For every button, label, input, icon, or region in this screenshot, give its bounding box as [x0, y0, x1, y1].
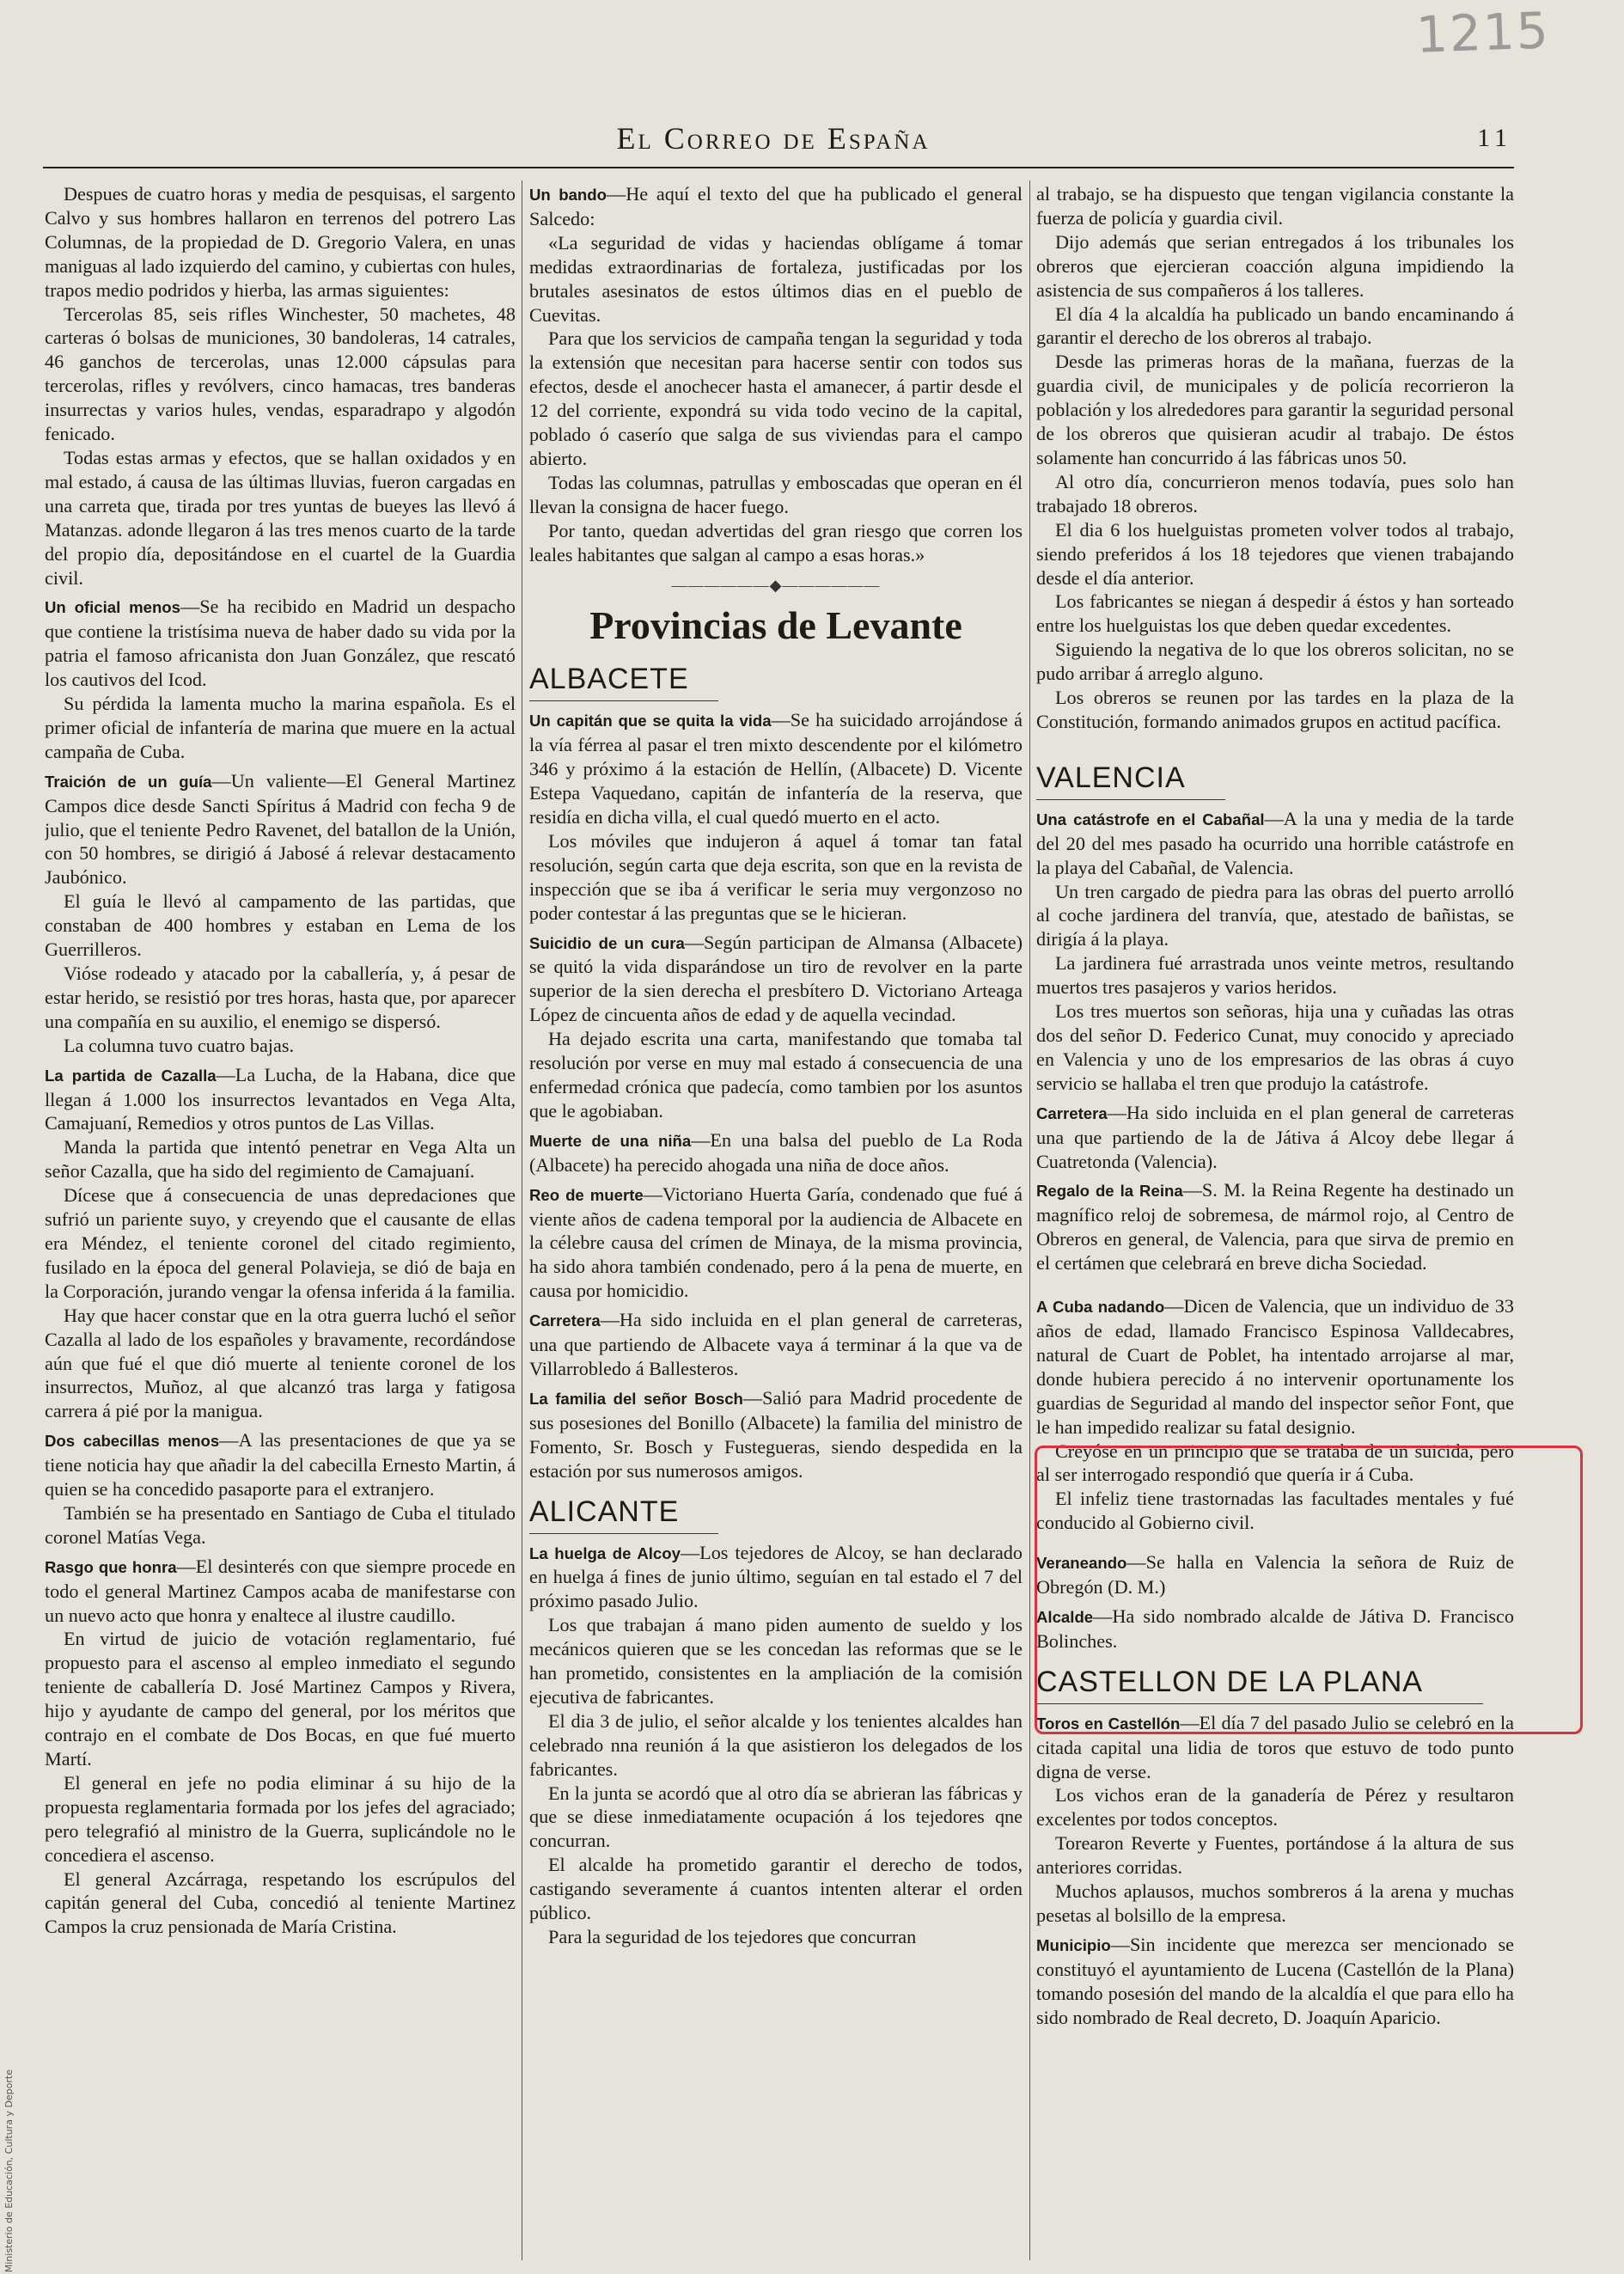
paragraph: Los que trabajan á mano piden aumento de sueldo y los mecánicos quieren que se les concedan las reformas que se le han prometido, consistentes en la ampliación de la comisión ejecutiva de fabricantes. [529, 1614, 1023, 1708]
news-item [529, 1386, 1023, 1483]
item-headline: Veraneando [1036, 1554, 1127, 1573]
item-text: —Se ha suicidado arrojándose á la vía férrea al pasar el tren mixto descendente por el kilómetro 346 y próximo á la estación de Hellín, (Albacete) D. Vicente Estepa Vaquedano, capitán de infantería de la reserva, que residía en dicha villa, el cual quedó muerto en el acto. [529, 709, 1023, 828]
item-text: —He aquí el texto del que ha publicado el general Salcedo: [529, 183, 1023, 229]
paragraph: Los fabricantes se niegan á despedir á éstos y han sorteado entre los huelguistas los que deben quedar excedentes. [1036, 590, 1514, 637]
newspaper-title: El Correo de España [616, 121, 931, 156]
item-headline: Carretera [1036, 1103, 1108, 1122]
news-item [1036, 1933, 1514, 2030]
item-headline: Regalo de la Reina [1036, 1182, 1183, 1201]
paragraph: Ha dejado escrita una carta, manifestando que tomaba tal resolución por verse en muy mal estado á consecuencia de una enfermedad crónica que padecía, como tambien por los asuntos que le agobiaban. [529, 1028, 1023, 1122]
paragraph: También se ha presentado en Santiago de Cuba el titulado coronel Matías Vega. [45, 1501, 516, 1548]
section-heading: Provincias de Levante [589, 603, 962, 648]
news-item [45, 595, 516, 692]
footer-credit: Ministerio de Educación, Cultura y Deporte [3, 2069, 15, 2272]
news-item [1036, 1711, 1514, 1784]
news-item [45, 1555, 516, 1628]
header-rule [43, 167, 1514, 168]
item-text: —En una balsa del pueblo de La Roda (Albacete) ha perecido ahogada una niña de doce años. [529, 1128, 1023, 1176]
province-heading: ALICANTE [529, 1494, 718, 1534]
item-headline: Una catástrofe en el Cabañal [1036, 810, 1265, 828]
item-text: —Se halla en Valencia la señora de Ruiz de Obregón (D. M.) [1036, 1551, 1514, 1599]
column-2 [529, 182, 1023, 2262]
paragraph: Los móviles que indujeron á aquel á tomar tan fatal resolución, según carta que deja escrita, son que en la revista de inspección que se iba á verificar le seria muy vergonzoso no poder contestar á las preguntas que se le hicieran. [529, 829, 1023, 924]
news-item [1036, 1550, 1514, 1599]
paragraph: Desde las primeras horas de la mañana, fuerzas de la guardia civil, de municipales y de policía recorrieron la población y los alrededores para garantir la seguridad personal de los obreros que quisieran acudir al trabajo. De éstos solamente han concurrido á las fábricas unos 50. [1036, 351, 1514, 468]
item-text: —Sin incidente que merezca ser mencionado se constituyó el ayuntamiento de Lucena (Castellón de la Plana) tomando posesión del mando de la alcaldía el que para ello ha sido nombrado de Real decreto, D. Joaquín Aparicio. [1036, 1933, 1514, 2028]
item-text: —Se ha recibido en Madrid un despacho que contiene la tristísima nueva de haber dado su vida por la patria el famoso africanista don Juan González, que rescató los cautivos del Icod. [45, 596, 516, 691]
paragraph: Manda la partida que intentó penetrar en Vega Alta un señor Cazalla, que ha sido del regimiento de Camajuaní. [45, 1136, 516, 1183]
item-text: —El desinterés con que siempre procede en todo el general Martinez Campos acaba de manifestarse con un nuevo acto que honra y enaltece al ilustre caudillo. [45, 1555, 516, 1626]
paragraph: Los tres muertos son señoras, hija una y cuñadas las otras dos del señor D. Federico Cunat, muy conocido y apreciado en Valencia y uno de los empresarios de las obras á cuyo servicio se hallaba el tren que produjo la catástrofe. [1036, 1000, 1514, 1094]
item-headline: Carretera [529, 1311, 601, 1330]
column-1 [45, 182, 516, 2262]
page-number: 11 [1477, 124, 1512, 152]
item-headline: Dos cabecillas menos [45, 1432, 220, 1451]
item-text: —A la una y media de la tarde del 20 del mes pasado ha ocurrido una horrible catástrofe en la playa del Cabañal, de Valencia. [1036, 807, 1514, 878]
paragraph: Despues de cuatro horas y media de pesquisas, el sargento Calvo y sus hombres hallaron en terrenos del potrero Las Columnas, de la propiedad de D. Gregorio Valera, en unas maniguas al lado izquierdo del camino, y cubiertas con hules, trapos medio podridos y hierba, las armas siguientes: [45, 183, 516, 301]
paragraph: Creyóse en un principio que se trataba de un suicida, pero al ser interrogado respondió que quería ir á Cuba. [1036, 1440, 1514, 1486]
paragraph: Dijo además que serian entregados á los tribunales los obreros que ejercieran coacción alguna impidiendo la asistencia de sus compañeros á los talleres. [1036, 230, 1514, 301]
item-headline: Un capitán que se quita la vida [529, 712, 772, 730]
paragraph: Tercerolas 85, seis rifles Winchester, 50 machetes, 48 carteras ó bolsas de municiones, 30 bandoleras, 14 catrales, 46 ganchos de tercerolas, unas 12.000 cápsulas para tercerolas, rifles y revólvers, cinco hamacas, tres banderas insurrectas y varios hules, vendas, esparadrapo y algodón fenicado. [45, 303, 516, 445]
item-headline: Reo de muerte [529, 1185, 644, 1204]
paragraph: El infeliz tiene trastornadas las facultades mentales y fué conducido al Gobierno civil. [1036, 1488, 1514, 1534]
news-item [45, 1063, 516, 1136]
item-text: —El día 7 del pasado Julio se celebró en la citada capital una lidia de toros que estuvo de todo punto digna de verse. [1036, 1711, 1514, 1782]
item-headline: Suicidio de un cura [529, 933, 685, 952]
paragraph: Su pérdida la lamenta mucho la marina española. Es el primer oficial de infantería de marina que muere en la actual campaña de Cuba. [45, 693, 516, 762]
paragraph: Muchos aplausos, muchos sombreros á la arena y muchas pesetas al bolsillo de la empresa. [1036, 1880, 1514, 1926]
news-item [529, 1541, 1023, 1614]
item-text: —Victoriano Huerta Garía, condenado que fué á viente años de cadena temporal por la audiencia de Albacete en la célebre causa del crímen de Minaya, de la misma provincia, ha sido ahora también condenado, pero á la pena de muerte, en causa por homicidio. [529, 1183, 1023, 1302]
news-item [1036, 1605, 1514, 1654]
item-headline: A Cuba nadando [1036, 1298, 1165, 1317]
paragraph: En virtud de juicio de votación reglamentario, fué propuesto para el ascenso al empleo inmediato el segundo teniente de caballería D. José Martinez Campos y Rivera, hijo y ayudante de campo del general, por los méritos que contrajo en el combate de Dos Bocas, en que fué muerto Martí. [45, 1628, 516, 1770]
province-heading: VALENCIA [1036, 760, 1225, 800]
news-item [529, 931, 1023, 1028]
paragraph: Al otro día, concurrieron menos todavía, pues solo han trabajado 18 obreros. [1036, 470, 1514, 517]
paragraph: El día 4 la alcaldía ha publicado un bando encaminando á garantir el derecho de los obreros al trabajo. [1036, 303, 1514, 349]
item-text: —La Lucha, de la Habana, dice que llegan á 1.000 los insurrectos levantados en Vega Alta, Camajuaní, Remedios y otros puntos de Las Villas. [45, 1063, 516, 1134]
paragraph: En la junta se acordó que al otro día se abrieran las fábricas y que se diese inmediatamente ocupación á los tejedores qne concurran. [529, 1782, 1023, 1852]
item-text: —Ha sido nombrado alcalde de Játiva D. Francisco Bolinches. [1036, 1605, 1514, 1652]
item-headline: Toros en Castellón [1036, 1714, 1181, 1733]
item-headline: Traición de un guía [45, 772, 212, 791]
item-text: —Salió para Madrid procedente de sus posesiones del Bonillo (Albacete) la familia del ministro de Fomento, Sr. Bosch y Fustegueras, siendo despedida en la estación por sus numerosos amigos. [529, 1386, 1023, 1482]
paragraph: El alcalde ha prometido garantir el derecho de todos, castigando severamente á cuantos intenten alterar el orden público. [529, 1854, 1023, 1924]
news-item [529, 1128, 1023, 1177]
column-3 [1036, 182, 1514, 2262]
province-heading: CASTELLON DE LA PLANA [1036, 1664, 1483, 1704]
news-item [529, 1183, 1023, 1304]
item-text: —Dicen de Valencia, que un individuo de 33 años de edad, llamado Francisco Espinosa Valldecabres, natural de Cuart de Poblet, ha intentado arrojarse al mar, donde hubiera perecido á no intervenir oportunamente los guardias de Seguridad al mando del inspector señor Font, que le han impedido realizar su fatal designio. [1036, 1295, 1514, 1438]
item-text: —Un valiente—El General Martinez Campos dice desde Sancti Spíritus á Madrid con fecha 9 de julio, que el teniente Pedro Ravenet, del batallon de la Unión, con 50 hombres, se dirigió á Jabosé á relevar destacamento Jaubónico. [45, 769, 516, 889]
news-item [45, 1428, 516, 1501]
news-item [529, 1308, 1023, 1381]
paragraph: Por tanto, quedan advertidas del gran riesgo que corren los leales habitantes que salgan al campo a esas horas.» [529, 519, 1023, 565]
news-item-highlighted [1036, 1294, 1514, 1439]
item-headline: Muerte de una niña [529, 1131, 692, 1150]
item-headline: Rasgo que honra [45, 1557, 177, 1576]
paragraph: Vióse rodeado y atacado por la caballería, y, á pesar de estar herido, se resistió por tres horas, hasta que, por aparecer una compañía en su auxilio, el enemigo se dispersó. [45, 963, 516, 1032]
news-item [1036, 1101, 1514, 1174]
paragraph: Dícese que á consecuencia de unas depredaciones que sufrió un pariente suyo, y creyendo que el causante de ellas era Méndez, el teniente coronel del citado regimiento, fusilado en la época del general Polavieja, se dió de baja en la Corporación, jurando vengar la ofensa inferida á la familia. [45, 1184, 516, 1302]
item-headline: Un oficial menos [45, 598, 181, 617]
item-text: —Según participan de Almansa (Albacete) se quitó la vida disparándose un tiro de revolver en la parte superior de la sien derecha el presbítero D. Victoriano Arteaga López de cincuenta años de edad y de aquella vecindad. [529, 931, 1023, 1026]
item-headline: La huelga de Alcoy [529, 1544, 681, 1562]
paragraph: Un tren cargado de piedra para las obras del puerto arrolló al coche jardinera del tranvía, que, atestado de bañistas, se dirigía á la playa. [1036, 880, 1514, 951]
news-item [1036, 1178, 1514, 1275]
paragraph: Siguiendo la negativa de lo que los obreros solicitan, no se pudo arribar á arreglo alguno. [1036, 639, 1514, 685]
paragraph: Para que los servicios de campaña tengan la seguridad y toda la extensión que necesitan para hacerse sentir con todos sus efectos, desde el anochecer hasta el amanecer, á partir desde el 12 del corriente, expondrá su vida todo vecino de la capital, poblado ó caserío que salga de sus viviendas para el campo abierto. [529, 327, 1023, 469]
news-item [1036, 807, 1514, 880]
province-heading: ALBACETE [529, 661, 718, 701]
item-text: —A las presentaciones de que ya se tiene noticia hay que añadir la del cabecilla Ernesto Martin, á quien se ha concedido pasaporte para el extranjero. [45, 1429, 516, 1501]
news-item [529, 708, 1023, 829]
item-text: —Los tejedores de Alcoy, se han declarado en huelga á fines de junio último, seguían en tal estado el 7 del próximo pasado Julio. [529, 1541, 1023, 1612]
ornamental-rule: ——————◆—————— [671, 576, 881, 594]
masthead [34, 120, 1512, 163]
paragraph: El dia 6 los huelguistas prometen volver todos al trabajo, siendo preferidos á los 18 tejedores que vienen trabajando desde el día anterior. [1036, 518, 1514, 589]
news-item [45, 769, 516, 890]
item-headline: Un bando [529, 186, 607, 204]
item-text: —Ha sido incluida en el plan general de carreteras, una que partiendo de Albacete vaya á terminar á la que va de Villarrobledo á Ballesteros. [529, 1309, 1023, 1379]
paragraph: El general Azcárraga, respetando los escrúpulos del capitán general del Cuba, concedió al teniente Martinez Campos la cruz pensionada de María Cristina. [45, 1867, 516, 1938]
news-item [529, 182, 1023, 231]
paragraph: La jardinera fué arrastrada unos veinte metros, resultando muertos tres pasajeros y varios heridos. [1036, 952, 1514, 999]
paragraph: Todas estas armas y efectos, que se hallan oxidados y en mal estado, á causa de las últimas lluvias, fueron cargadas en una carreta que, tirada por tres yuntas de bueyes las llevó á Matanzas. adonde llegaron á las tres menos cuarto de la tarde del propio día, depositándose en el cuartel de la Guardia civil. [45, 446, 516, 589]
paragraph: Torearon Reverte y Fuentes, portándose á la altura de sus anteriores corridas. [1036, 1832, 1514, 1879]
paragraph: El general en jefe no podia eliminar á su hijo de la propuesta reglamentaria formada por los jefes del agraciado; pero telegrafió al ministro de la Guerra, suplicándole no le concediera el ascenso. [45, 1771, 516, 1866]
item-headline: La familia del señor Bosch [529, 1389, 743, 1408]
paragraph: al trabajo, se ha dispuesto que tengan vigilancia constante la fuerza de policía y guardia civil. [1036, 183, 1514, 229]
item-headline: Alcalde [1036, 1607, 1094, 1626]
paragraph: Para la seguridad de los tejedores que concurran [548, 1926, 917, 1947]
paragraph: Los vichos eran de la ganadería de Pérez y resultaron excelentes por todos conceptos. [1036, 1784, 1514, 1831]
paragraph: La columna tuvo cuatro bajas. [64, 1034, 295, 1056]
item-headline: Municipio [1036, 1935, 1111, 1954]
paragraph: El dia 3 de julio, el señor alcalde y los tenientes alcaldes han celebrado nna reunión á la que asistieron los delegados de los fabricantes. [529, 1709, 1023, 1780]
paragraph: Todas las columnas, patrullas y emboscadas que operan en él llevan la consigna de hacer fuego. [529, 471, 1023, 517]
column-divider [1029, 180, 1030, 2260]
item-text: —S. M. la Reina Regente ha destinado un magnífico reloj de sobremesa, de mármol rojo, al Centro de Obreros en general, de Valencia, para que sirva de premio en el certámen que celebrará en breve dicha Sociedad. [1036, 1179, 1514, 1275]
paragraph: «La seguridad de vidas y haciendas oblígame á tomar medidas extraordinarias de fortaleza, justificadas por los brutales asesinatos de estos últimos dias en el pueblo de Cuevitas. [529, 231, 1023, 326]
item-text: —Ha sido incluida en el plan general de carreteras una que partiendo de la de Játiva á Alcoy debe llegar á Cuatretonda (Valencia). [1036, 1101, 1514, 1172]
paragraph: Los obreros se reunen por las tardes en la plaza de la Constitución, formando animados grupos en actitud pacífica. [1036, 687, 1514, 732]
item-headline: La partida de Cazalla [45, 1066, 217, 1085]
paragraph: Hay que hacer constar que en la otra guerra luchó el señor Cazalla al lado de los españoles y bravamente, recordándose aún que fué el que dió muerte al teniente coronel de los insurrectos, Muñoz, al que alcanzó tras larga y fatigosa carrera á pié por la manigua. [45, 1304, 516, 1422]
handwritten-page-number: 1215 [1414, 1, 1551, 64]
paragraph: El guía le llevó al campamento de las partidas, que constaban de 400 hombres y estaban en Lema de los Guerrilleros. [45, 890, 516, 961]
